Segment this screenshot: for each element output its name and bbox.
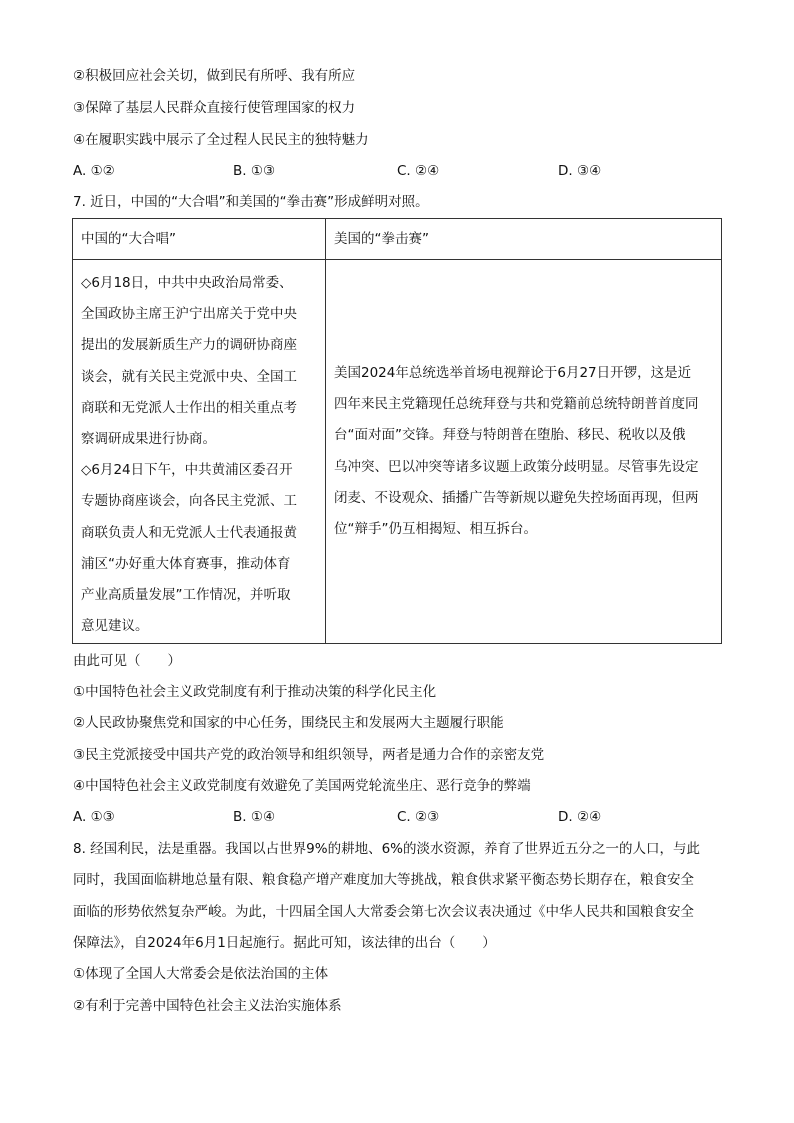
q7-option-c[interactable]: C. ②③ <box>397 809 440 825</box>
china-line: ◇6月24日下午，中共黄浦区委召开 <box>81 462 293 479</box>
china-line: 产业高质量发展”工作情况，并听取 <box>81 587 291 604</box>
q7-item-3: ③民主党派接受中国共产党的政治领导和组织领导，两者是通力合作的亲密友党 <box>73 747 545 763</box>
usa-line: 闭麦、不设观众、插播广告等新规以避免失控场面再现，但两 <box>334 489 699 506</box>
china-line: ◇6月18日，中共中央政治局常委、 <box>81 275 293 291</box>
china-line: 商联负责人和无党派人士代表通报黄 <box>81 524 297 541</box>
china-line: 谈会，就有关民主党派中央、全国工 <box>81 368 297 385</box>
q7-lead: 由此可见（ ） <box>73 653 181 669</box>
usa-line: 位“辩手”仍互相揭短、相互拆台。 <box>334 520 537 537</box>
china-line: 商联和无党派人士作出的相关重点考 <box>81 399 297 416</box>
china-line: 全国政协主席王沪宁出席关于党中央 <box>81 306 297 323</box>
q7-item-4: ④中国特色社会主义政党制度有效避免了美国两党轮流坐庄、恶行竞争的弊端 <box>73 778 531 794</box>
table-cell-usa <box>326 260 722 644</box>
q8-item-2: ②有利于完善中国特色社会主义法治实施体系 <box>73 998 342 1014</box>
usa-line: 乌冲突、巴以冲突等诸多议题上政策分歧明显。尽管事先设定 <box>334 458 699 475</box>
table-header-china: 中国的“大合唱” <box>73 219 326 260</box>
q8-stem-line-4: 保障法》，自2024年6月1日起施行。据此可知，该法律的出台（ ） <box>73 935 496 951</box>
q8-stem-line-3: 面临的形势依然复杂严峻。为此，十四届全国人大常委会第七次会议表决通过《中华人民共和国粮食安全 <box>73 904 694 920</box>
china-line: 专题协商座谈会，向各民主党派、工 <box>81 493 297 510</box>
q7-item-2: ②人民政协聚焦党和国家的中心任务，围绕民主和发展两大主题履行职能 <box>73 715 504 731</box>
usa-line: 四年来民主党籍现任总统拜登与共和党籍前总统特朗普首度同 <box>334 396 699 413</box>
table-header-usa: 美国的“拳击赛” <box>326 219 722 260</box>
table-cell-china <box>73 260 326 644</box>
q7-option-b[interactable]: B. ①④ <box>233 809 276 825</box>
q7-option-a[interactable]: A. ①③ <box>73 809 115 825</box>
china-line: 察调研成果进行协商。 <box>81 431 216 448</box>
china-line: 意见建议。 <box>81 618 149 635</box>
q6-item-4: ④在履职实践中展示了全过程人民民主的独特魅力 <box>73 132 369 148</box>
q6-options <box>73 161 733 181</box>
q6-option-d[interactable]: D. ③④ <box>558 163 602 179</box>
q6-item-3: ③保障了基层人民群众直接行使管理国家的权力 <box>73 100 356 116</box>
q6-option-c[interactable]: C. ②④ <box>397 163 440 179</box>
q8-stem-line-1: 8. 经国利民，法是重器。我国以占世界9%的耕地、6%的淡水资源，养育了世界近五分之一的人口，与此 <box>73 841 701 857</box>
q7-option-d[interactable]: D. ②④ <box>558 809 602 825</box>
usa-line: 台“面对面”交锋。拜登与特朗普在堕胎、移民、税收以及俄 <box>334 427 686 444</box>
china-line: 提出的发展新质生产力的调研协商座 <box>81 337 297 354</box>
q7-stem: 7. 近日，中国的“大合唱”和美国的“拳击赛”形成鲜明对照。 <box>73 194 429 210</box>
q8-stem-line-2: 同时，我国面临耕地总量有限、粮食稳产增产难度加大等挑战，粮食供求紧平衡态势长期存在，粮食安全 <box>73 872 694 888</box>
comparison-table <box>72 218 722 644</box>
usa-line: 美国2024年总统选举首场电视辩论于6月27日开锣，这是近 <box>334 364 692 381</box>
q7-item-1: ①中国特色社会主义政党制度有利于推动决策的科学化民主化 <box>73 684 437 700</box>
q8-item-1: ①体现了全国人大常委会是依法治国的主体 <box>73 966 329 982</box>
q6-option-b[interactable]: B. ①③ <box>233 163 276 179</box>
q6-option-a[interactable]: A. ①② <box>73 163 115 179</box>
q6-item-2: ②积极回应社会关切，做到民有所呼、我有所应 <box>73 68 356 84</box>
q7-options <box>73 807 733 827</box>
china-line: 浦区“办好重大体育赛事，推动体育 <box>81 555 291 572</box>
